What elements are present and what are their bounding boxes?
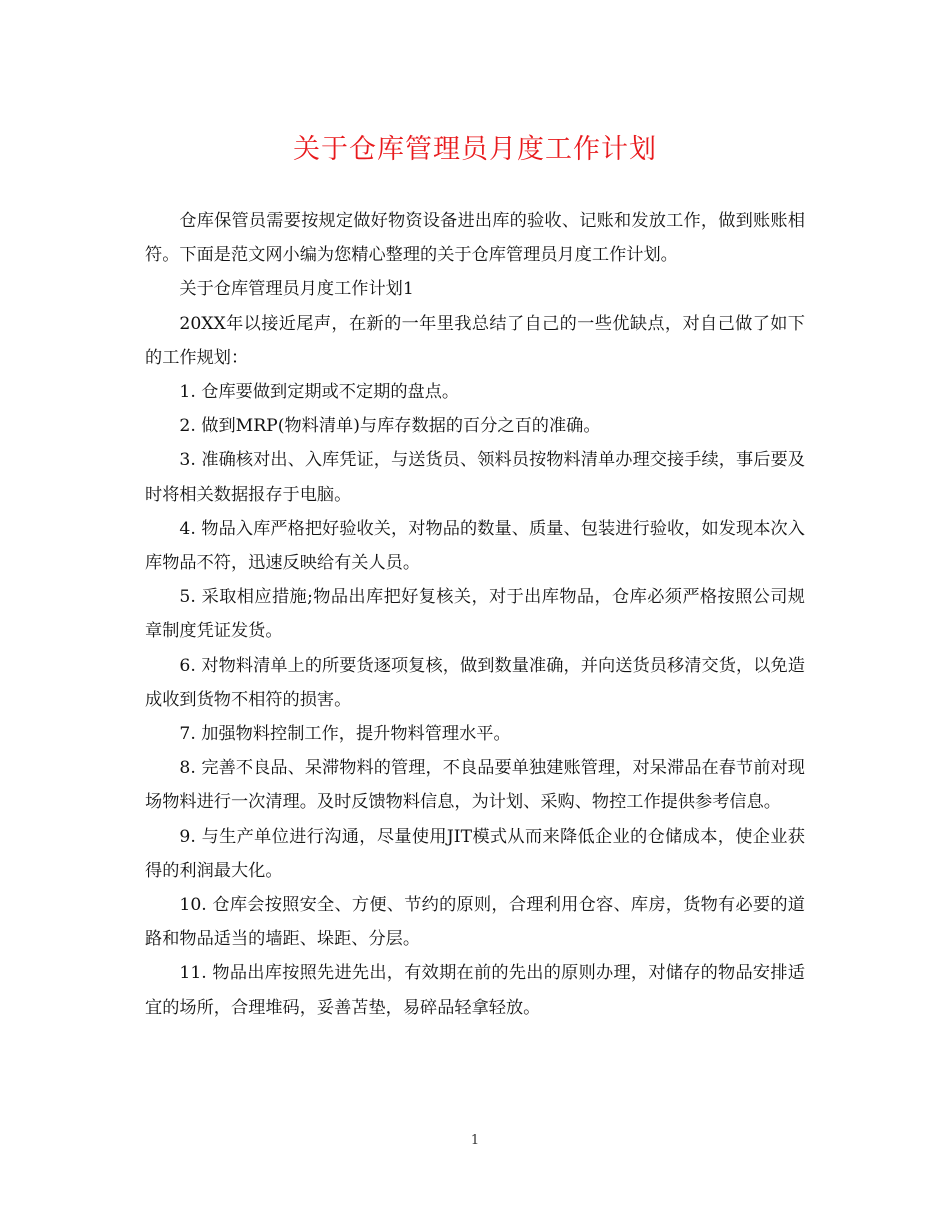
plan-item-9: 9. 与生产单位进行沟通，尽量使用JIT模式从而来降低企业的仓储成本，使企业获得的利润最大化。	[145, 826, 805, 881]
plan-item-11: 11. 物品出库按照先进先出，有效期在前的先出的原则办理，对储存的物品安排适宜的场所，合理堆码，妥善苫垫，易碎品轻拿轻放。	[145, 963, 805, 1018]
plan-item-5: 5. 采取相应措施;物品出库把好复核关，对于出库物品，仓库必须严格按照公司规章制度凭证发货。	[145, 587, 805, 642]
plan-item-2: 2. 做到MRP(物料清单)与库存数据的百分之百的准确。	[179, 416, 601, 437]
intro-paragraph: 仓库保管员需要按规定做好物资设备进出库的验收、记账和发放工作，做到账账相符。下面是范文网小编为您精心整理的关于仓库管理员月度工作计划。	[145, 211, 805, 266]
section-heading: 关于仓库管理员月度工作计划1	[179, 279, 414, 300]
plan-item-3: 3. 准确核对出、入库凭证，与送货员、领料员按物料清单办理交接手续，事后要及时将相关数据报存于电脑。	[145, 450, 805, 505]
plan-item-10: 10. 仓库会按照安全、方便、节约的原则，合理利用仓容、库房，货物有必要的道路和物品适当的墙距、垛距、分层。	[145, 895, 805, 950]
document-title: 关于仓库管理员月度工作计划	[293, 134, 657, 165]
plan-item-1: 1. 仓库要做到定期或不定期的盘点。	[179, 382, 460, 403]
plan-item-8: 8. 完善不良品、呆滞物料的管理，不良品要单独建账管理，对呆滞品在春节前对现场物料进行一次清理。及时反馈物料信息，为计划、采购、物控工作提供参考信息。	[145, 758, 805, 813]
document-body	[145, 204, 805, 1025]
plan-item-4: 4. 物品入库严格把好验收关，对物品的数量、质量、包装进行验收，如发现本次入库物品不符，迅速反映给有关人员。	[145, 518, 805, 574]
plan-item-6: 6. 对物料清单上的所要货逐项复核，做到数量准确，并向送货员移清交货，以免造成收到货物不相符的损害。	[145, 655, 805, 710]
overview-paragraph: 20XX年以接近尾声，在新的一年里我总结了自己的一些优缺点，对自己做了如下的工作规划：	[145, 313, 805, 368]
plan-item-7: 7. 加强物料控制工作，提升物料管理水平。	[179, 724, 511, 745]
page-number: 1	[470, 1133, 480, 1148]
